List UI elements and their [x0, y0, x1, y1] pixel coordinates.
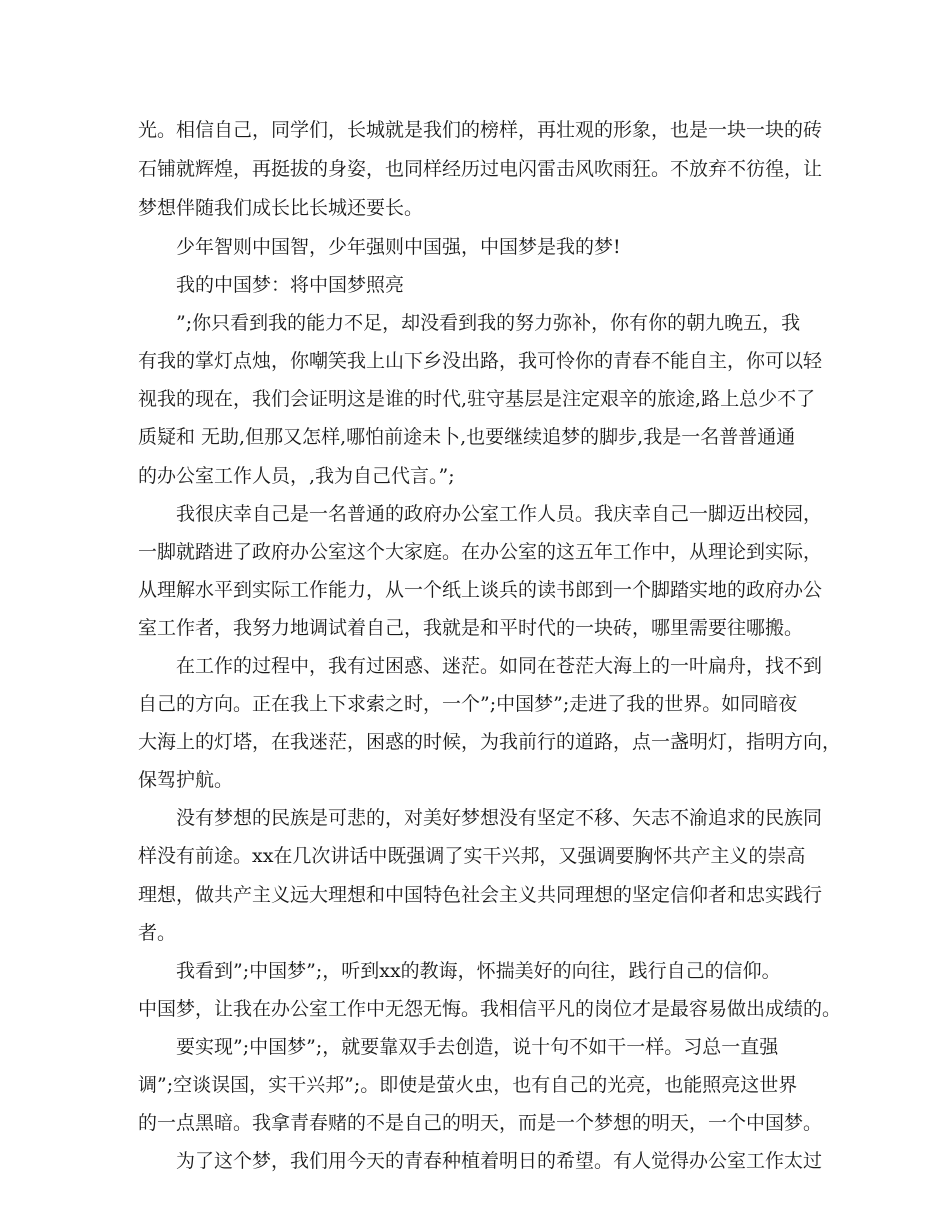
text-line: 自己的方向。正在我上下求索之时，一个”;中国梦”;走进了我的世界。如同暗夜 [138, 693, 798, 715]
text-line: 大海上的灯塔，在我迷茫，困惑的时候，为我前行的道路，点一盏明灯，指明方向， [138, 731, 842, 753]
paragraph-first-line: ”;你只看到我的能力不足，却没看到我的努力弥补，你有你的朝九晚五，我 [176, 312, 801, 334]
paragraph-first-line: 为了这个梦，我们用今天的青春种植着明日的希望。有人觉得办公室工作太过 [176, 1150, 823, 1172]
paragraph-first-line: 我很庆幸自己是一名普通的政府办公室工作人员。我庆幸自己一脚迈出校园， [176, 503, 823, 525]
text-line: 保驾护航。 [138, 769, 234, 791]
text-line: 中国梦，让我在办公室工作中无怨无悔。我相信平凡的岗位才是最容易做出成绩的。 [138, 998, 842, 1020]
text-line: 调”;空谈误国，实干兴邦”;。即使是萤火虫，也有自己的光亮，也能照亮这世界 [138, 1074, 798, 1096]
text-line: 光。相信自己，同学们，长城就是我们的榜样，再壮观的形象，也是一块一块的砖 [138, 119, 823, 141]
paragraph-first-line: 没有梦想的民族是可悲的，对美好梦想没有坚定不移、矢志不渝追求的民族同 [176, 807, 823, 829]
paragraph-first-line: 在工作的过程中，我有过困惑、迷茫。如同在苍茫大海上的一叶扁舟，找不到 [176, 655, 823, 677]
text-line: 一脚就踏进了政府办公室这个大家庭。在办公室的这五年工作中，从理论到实际， [138, 541, 823, 563]
paragraph-first-line: 要实现”;中国梦”;，就要靠双手去创造，说十句不如干一样。习总一直强 [176, 1036, 779, 1058]
text-line: 室工作者，我努力地调试着自己，我就是和平时代的一块砖，哪里需要往哪搬。 [138, 617, 804, 639]
paragraph-first-line: 少年智则中国智，少年强则中国强，中国梦是我的梦! [176, 236, 621, 258]
text-line: 质疑和 无助,但那又怎样,哪怕前途未卜,也要继续追梦的脚步,我是一名普普通通 [138, 426, 796, 448]
text-line: 的办公室工作人员，,我为自己代言。”; [138, 465, 455, 487]
text-line: 者。 [138, 922, 177, 944]
text-line: 的一点黑暗。我拿青春赌的不是自己的明天，而是一个梦想的明天，一个中国梦。 [138, 1112, 823, 1134]
text-line: 梦想伴随我们成长比长城还要长。 [138, 197, 424, 219]
text-line: 视我的现在，我们会证明这是谁的时代,驻守基层是注定艰辛的旅途,路上总少不了 [138, 388, 816, 410]
text-line: 样没有前途。xx在几次讲话中既强调了实干兴邦，又强调要胸怀共产主义的崇高 [138, 845, 806, 867]
section-heading: 我的中国梦：将中国梦照亮 [176, 274, 405, 296]
text-line: 理想，做共产主义远大理想和中国特色社会主义共同理想的坚定信仰者和忠实践行 [138, 884, 823, 906]
text-line: 石铺就辉煌，再挺拔的身姿，也同样经历过电闪雷击风吹雨狂。不放弃不彷徨，让 [138, 158, 823, 180]
paragraph-first-line: 我看到”;中国梦”;，听到xx的教诲，怀揣美好的向往，践行自己的信仰。 [176, 960, 781, 982]
text-line: 从理解水平到实际工作能力，从一个纸上谈兵的读书郎到一个脚踏实地的政府办公 [138, 579, 823, 601]
text-line: 有我的掌灯点烛，你嘲笑我上山下乡没出路，我可怜你的青春不能自主，你可以轻 [138, 350, 823, 372]
